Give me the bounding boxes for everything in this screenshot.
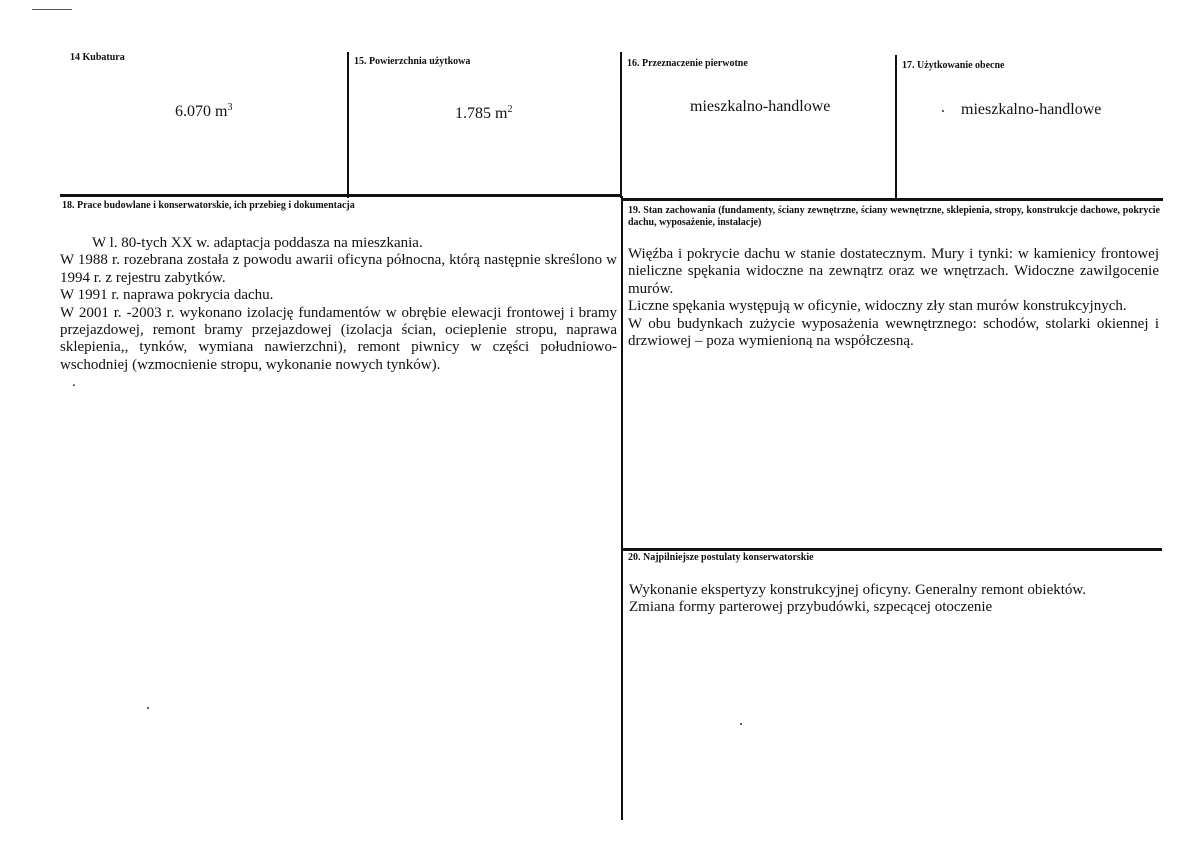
row-divider-right <box>621 198 1163 201</box>
stan-text <box>628 246 1159 350</box>
scan-speck <box>147 707 149 709</box>
uzytkowanie-value: mieszkalno-handlowe <box>961 101 1102 118</box>
przeznaczenie-label: 16. Przeznaczenie pierwotne <box>627 58 748 69</box>
uzytkowanie-label: 17. Użytkowanie obecne <box>902 60 1005 71</box>
prace-line: W 1988 r. rozebrana została z powodu awarii oficyna północna, którą następnie skreślono w 1994 r. z rejestru zabytków. <box>60 252 617 286</box>
postulaty-text <box>629 582 1160 617</box>
kubatura-label: 14 Kubatura <box>70 52 125 63</box>
row-divider-left <box>60 194 621 197</box>
stan-label: 19. Stan zachowania (fundamenty, ściany zewnętrzne, ściany wewnętrzne, sklepienia, stropy, konstrukcje dachowe, pokrycie dachu, wyposażenie, instalacje) <box>628 205 1160 228</box>
postulaty-line: Wykonanie ekspertyzy konstrukcyjnej oficyny. Generalny remont obiektów. <box>629 582 1087 598</box>
prace-line: W 2001 r. -2003 r. wykonano izolację fundamentów w obrębie elewacji frontowej i bramy przejazdowej, remont bramy przejazdowej (izolacja ścian, ocieplenie stropu, naprawa sklepienia,, tynków, wymiana nawierzchni), remont piwnicy w części południowo-wschodniej (wzmocnienie stropu, wykonanie nowych tynków). <box>60 304 617 373</box>
powierzchnia-value: 1.785 $m^2$ <box>455 104 513 122</box>
postulaty-label: 20. Najpilniejsze postulaty konserwatorskie <box>628 552 814 563</box>
kubatura-exponent: 3 <box>227 102 233 113</box>
divider-main <box>621 196 623 820</box>
prace-line: W 1991 r. naprawa pokrycia dachu. <box>60 287 274 304</box>
scan-speck <box>942 110 944 112</box>
row-divider-20 <box>622 548 1162 551</box>
stan-line: W obu budynkach zużycie wyposażenia wewnętrznego: schodów, stolarki okiennej i drzwiowej – poza wymienioną na współczesną. <box>628 315 1159 350</box>
powierzchnia-exponent: 2 <box>507 104 513 115</box>
scan-speck <box>740 723 742 725</box>
prace-line: . <box>72 374 76 391</box>
postulaty-line: Zmiana formy parterowej przybudówki, szpecącej otoczenie <box>629 599 993 616</box>
stan-line: Więźba i pokrycie dachu w stanie dostatecznym. Mury i tynki: w kamienicy frontowej nieliczne spękania widoczne na zewnątrz oraz we wnętrzach. Widoczne zawilgocenie murów. <box>628 246 1159 297</box>
prace-label: 18. Prace budowlane i konserwatorskie, ich przebieg i dokumentacja <box>62 200 355 211</box>
divider-15 <box>347 52 349 198</box>
powierzchnia-label: 15. Powierzchnia użytkowa <box>354 56 471 67</box>
prace-line: W l. 80-tych XX w. adaptacja poddasza na mieszkania. <box>92 235 423 251</box>
scan-mark <box>32 9 72 10</box>
przeznaczenie-value: mieszkalno-handlowe <box>690 98 831 115</box>
stan-line: Liczne spękania występują w oficynie, widoczny zły stan murów konstrukcyjnych. <box>628 298 1127 315</box>
kubatura-value: 6.070 $m^3$ <box>175 102 233 120</box>
prace-text <box>60 235 617 392</box>
divider-17 <box>895 55 897 198</box>
divider-16 <box>620 52 622 198</box>
